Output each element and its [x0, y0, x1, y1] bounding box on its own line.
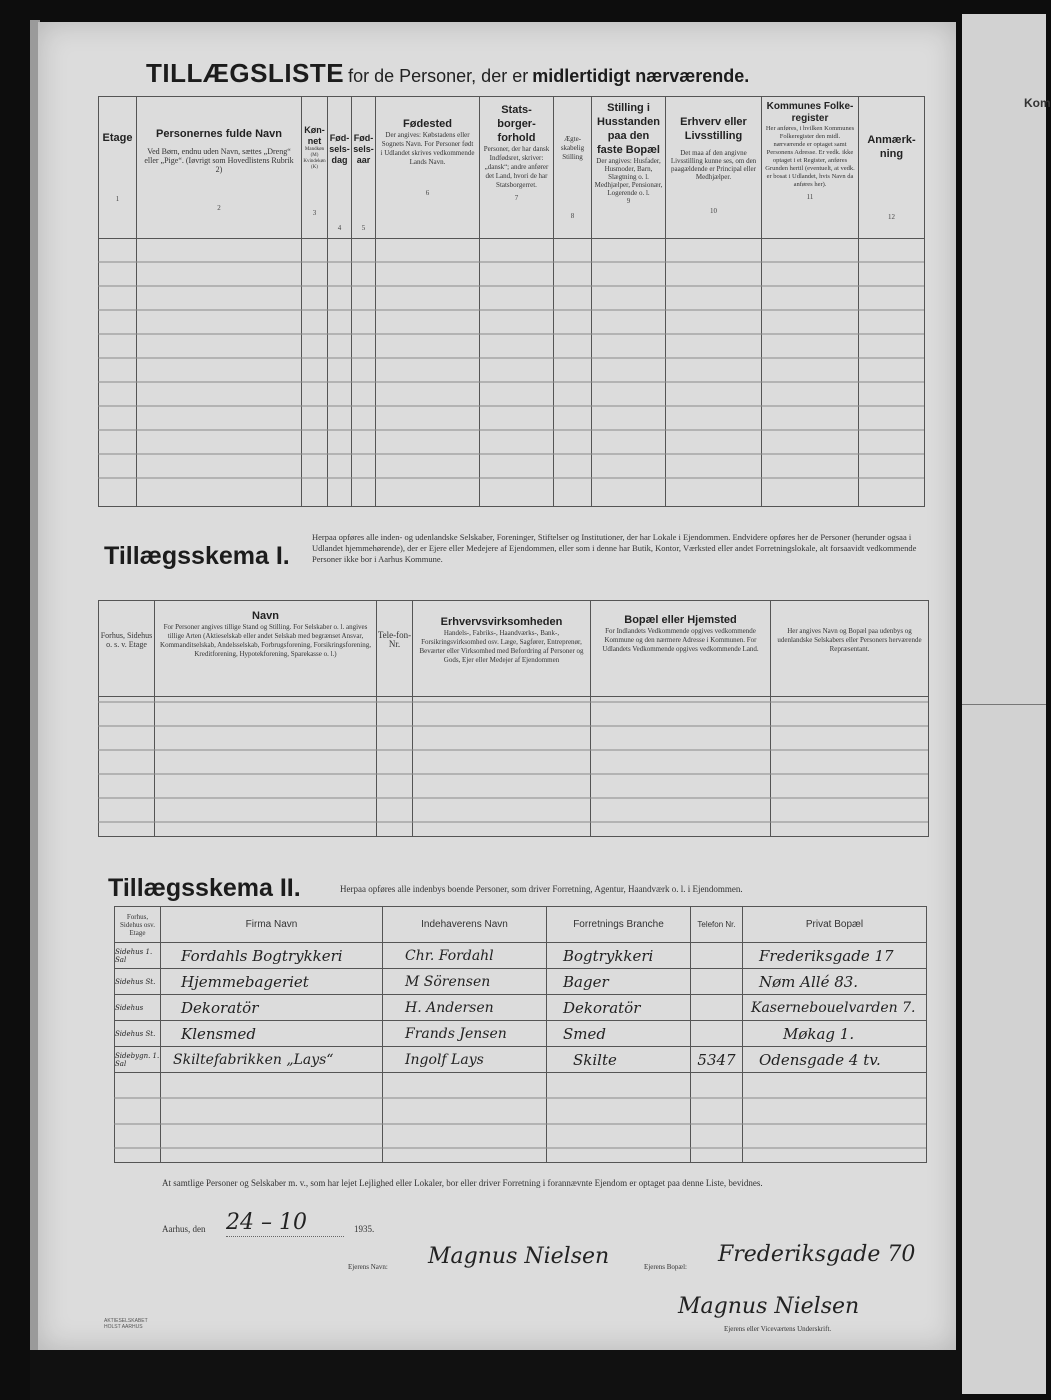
col-foedested: Fødested Der angives: Købstadens eller Sognets Navn. For Personer født i Udlandet skrives vedkommende Lands Navn. 6	[376, 97, 480, 239]
row-firma: Fordahls Bogtrykkeri	[161, 943, 383, 969]
row-firma: Hjemmebageriet	[161, 969, 383, 995]
skema2-col-etage: Forhus, Sidehus osv. Etage	[115, 907, 161, 943]
skema1-col-bopael: Bopæl eller Hjemsted For Indlandets Vedkommende opgives vedkommende Kommune og den nærmere Adresse i Kommunen. For Udlandets Vedkommende opgives vedkommende Land.	[591, 601, 771, 697]
skema1-header-row	[99, 601, 929, 697]
list-header-row	[99, 97, 925, 239]
row-firma: Dekoratör	[161, 995, 383, 1021]
printer-note: AKTIESELSKABET HOLST AARHUS	[104, 1318, 148, 1330]
skema2-row	[115, 1047, 927, 1073]
declaration-text: At samtlige Personer og Selskaber m. v., som har lejet Lejlighed eller Lokaler, bor eller driver Forretning i forannævnte Ejendom er optaget paa denne Liste, bevidnes.	[162, 1178, 763, 1188]
row-indehaver: H. Andersen	[383, 995, 547, 1021]
row-etage: Sidehus St.	[115, 969, 161, 995]
row-telefon	[691, 995, 743, 1021]
row-firma: Klensmed	[161, 1021, 383, 1047]
skema2-header-row	[115, 907, 927, 943]
skema2-row	[115, 943, 927, 969]
row-branche: Bogtrykkeri	[547, 943, 691, 969]
form-page	[38, 22, 956, 1350]
title-bold: midlertidigt nærværende.	[532, 66, 750, 86]
skema2-row	[115, 969, 927, 995]
row-etage: Sidebygn. 1. Sal	[115, 1047, 161, 1073]
city-label: Aarhus, den	[162, 1224, 206, 1234]
row-indehaver: M Sörensen	[383, 969, 547, 995]
skema2-col-bopael: Privat Bopæl	[743, 907, 927, 943]
col-etage: Etage 1	[99, 97, 137, 239]
row-indehaver: Ingolf Lays	[383, 1047, 547, 1073]
skema1-title: Tillægsskema I.	[104, 542, 290, 570]
row-bopael: Møkag 1.	[743, 1021, 927, 1047]
col-anmaerkning: Anmærk-ning 12	[859, 97, 925, 239]
row-bopael: Kasernebouelvarden 7.	[743, 995, 927, 1021]
skema1-col-etage: Forhus, Sidehus o. s. v. Etage	[99, 601, 155, 697]
adjacent-page-fold	[962, 704, 1046, 705]
skema1-col-repraesentant: Her angives Navn og Bopæl paa udenbys og udenlandske Selskabers eller Personers herværende Repræsentant.	[771, 601, 929, 697]
skema2-ruled-lines	[114, 1072, 926, 1162]
col-foedselsaar: Fød-sels-aar 5	[352, 97, 376, 239]
row-telefon	[691, 969, 743, 995]
col-foedselsdag: Fød-sels-dag 4	[328, 97, 352, 239]
title-sub: for de Personer, der er	[348, 66, 529, 86]
owner-address-label: Ejerens Bopæl:	[644, 1263, 687, 1271]
scan-background	[30, 1350, 960, 1400]
owner-name-handwritten: Magnus Nielsen	[428, 1244, 610, 1269]
row-firma: Skiltefabrikken „Lays“	[161, 1047, 383, 1073]
row-telefon: 5347	[691, 1047, 743, 1073]
skema1-ruled-lines	[98, 696, 928, 836]
skema1-intro: Herpaa opføres alle inden- og udenlandske Selskaber, Foreninger, Stiftelser og Institutioner, der har Lokale i Ejendommen. Endvidere opføres her de Personer (herunder ogsaa i Udlandet hjemmehørende), der er Ejere eller Medejere af Ejendommen, eller som i denne har Butik, Kontor, Værksted eller andet Forretningslokale, alt forsaavidt vedkommende Personer ikke bor i Aarhus Kommune.	[312, 532, 917, 564]
skema1-col-telefon: Tele-fon-Nr.	[377, 601, 413, 697]
row-bopael: Frederiksgade 17	[743, 943, 927, 969]
skema2-col-telefon: Telefon Nr.	[691, 907, 743, 943]
date-line	[162, 1210, 462, 1238]
signature-block	[678, 1294, 918, 1334]
row-branche: Skilte	[547, 1047, 691, 1073]
row-branche: Bager	[547, 969, 691, 995]
year-label: 1935.	[354, 1224, 375, 1234]
skema2-col-firma: Firma Navn	[161, 907, 383, 943]
col-stilling-husstanden: Stilling i Husstanden paa den faste Bopæl Der angives: Husfader, Husmoder, Barn, Slægtning o. l. Medhjælper, Pensionær, Logerende o. l. 9	[592, 97, 666, 239]
skema2-col-indehaver: Indehaverens Navn	[383, 907, 547, 943]
row-etage: Sidehus	[115, 995, 161, 1021]
col-erhverv: Erhverv eller Livsstilling Det maa af den angivne Livsstilling kunne ses, om den paagældende er Principal eller Medhjælper. 10	[666, 97, 762, 239]
skema2-row	[115, 995, 927, 1021]
skema1-col-erhverv: Erhvervsvirksomheden Handels-, Fabriks-, Haandværks-, Bank-, Forsikringsvirksomhed osv. Læge, Sagfører, Entreprenør, Beværter eller Virksomhed med Befordring af Personer og Gods, Ejer eller Medejer af Ejendommen	[413, 601, 591, 697]
page-title	[146, 58, 946, 89]
title-main: TILLÆGSLISTE	[146, 58, 345, 88]
row-telefon	[691, 943, 743, 969]
col-folkeregister: Kommunes Folke-register Her anføres, i hvilken Kommunes Folkeregister den midl. nærværende er optaget samt Personens Adresse. Er vedk. ikke optaget i et Register, anføres Grunden hertil (eventuelt, at vedk. er bosat i Udlandet, hvis Navn da anføres her). 11	[762, 97, 859, 239]
adjacent-page-text: Kom	[1024, 96, 1051, 110]
row-branche: Smed	[547, 1021, 691, 1047]
col-koen: Køn-net Mandkøn (M) Kvindekøn (K) 3	[302, 97, 328, 239]
adjacent-page	[962, 14, 1051, 1394]
col-aegteskabelig-stilling: Ægte-skabelig Stilling 8	[554, 97, 592, 239]
list-ruled-lines	[98, 238, 924, 506]
row-bopael: Nøm Allé 83.	[743, 969, 927, 995]
col-navn: Personernes fulde Navn Ved Børn, endnu uden Navn, sættes „Dreng“ eller „Pige“. (Iøvrigt som Hovedlistens Rubrik 2) 2	[137, 97, 302, 239]
signature-label: Ejerens eller Viceværtens Underskrift.	[724, 1325, 832, 1333]
row-indehaver: Frands Jensen	[383, 1021, 547, 1047]
row-etage: Sidehus St.	[115, 1021, 161, 1047]
skema2-row	[115, 1021, 927, 1047]
owner-name-label: Ejerens Navn:	[348, 1263, 388, 1271]
row-telefon	[691, 1021, 743, 1047]
row-etage: Sidehus 1. Sal	[115, 943, 161, 969]
skema2-intro: Herpaa opføres alle indenbys boende Personer, som driver Forretning, Agentur, Haandværk o. l. i Ejendommen.	[340, 884, 743, 894]
row-bopael: Odensgade 4 tv.	[743, 1047, 927, 1073]
owner-address-handwritten: Frederiksgade 70	[718, 1242, 916, 1267]
date-underline	[226, 1236, 344, 1237]
row-branche: Dekoratör	[547, 995, 691, 1021]
col-statsborgerforhold: Stats-borger-forhold Personer, der har dansk Indfødsret, skriver: „dansk“; andre anfører det Land, hvori de har Statsborgerret. 7	[480, 97, 554, 239]
skema2-col-branche: Forretnings Branche	[547, 907, 691, 943]
skema1-col-navn: Navn For Personer angives tillige Stand og Stilling. For Selskaber o. l. angives tillige Arten (Aktieselskab eller andet Selskab med begrænset Ansvar, Kommanditselskab, Andelsselskab, Forbrugsforening, Forsikringsforening, Kreditforening, Hypotekforening, Sparekasse o. l.)	[155, 601, 377, 697]
owner-line	[348, 1242, 948, 1280]
signature-handwritten: Magnus Nielsen	[678, 1294, 860, 1319]
date-handwritten: 24 – 10	[226, 1210, 307, 1235]
skema2-title: Tillægsskema II.	[108, 874, 301, 902]
row-indehaver: Chr. Fordahl	[383, 943, 547, 969]
